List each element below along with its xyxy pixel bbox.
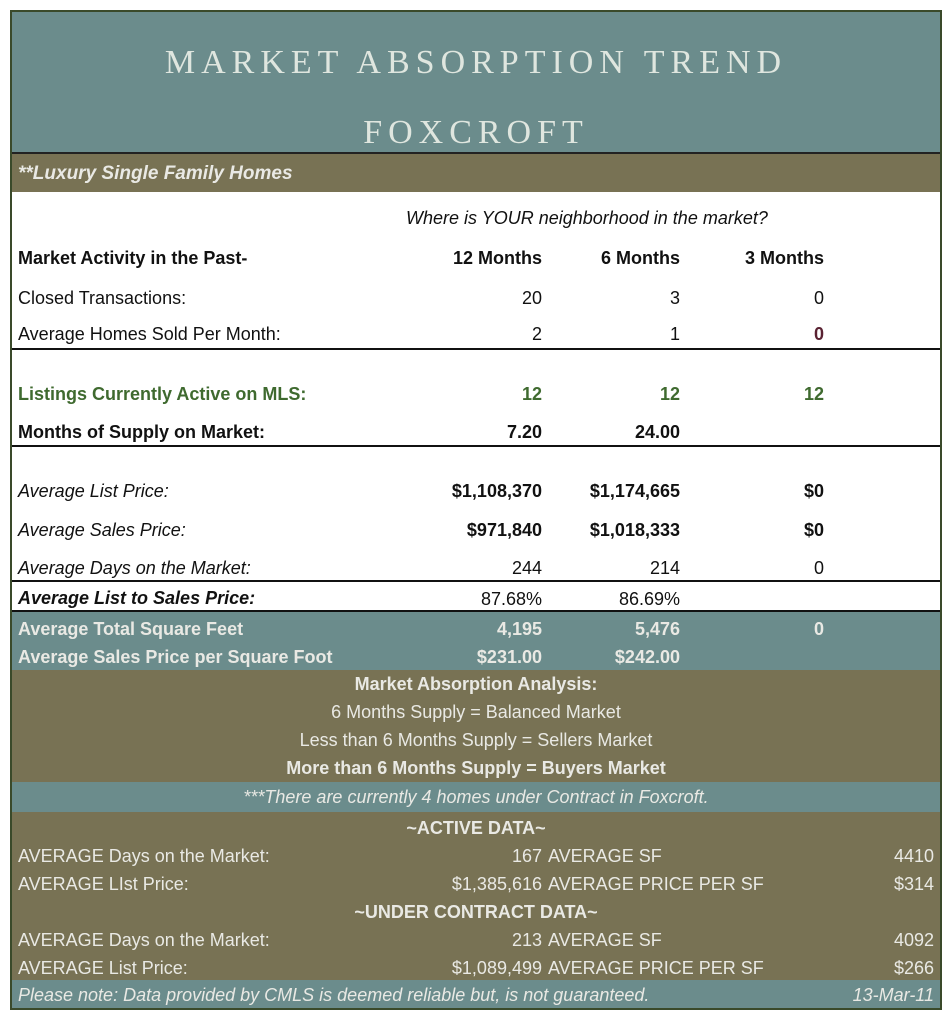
active-price-label: AVERAGE LIst Price: [18, 874, 189, 894]
disclaimer: Please note: Data provided by CMLS is deemed reliable but, is not guaranteed. [18, 985, 650, 1005]
sales-price-3: $0 [803, 520, 824, 540]
per-sqft-6: $242.00 [614, 647, 680, 667]
listings-label: Listings Currently Active on MLS: [18, 384, 307, 404]
contract-price-value: $1,089,499 [451, 958, 542, 978]
active-price-value: $1,385,616 [451, 874, 542, 894]
total-sqft-12: 4,195 [496, 619, 542, 639]
listings-3: 12 [803, 384, 824, 404]
contract-note: ***There are currently 4 homes under Contract in Foxcroft. [243, 787, 709, 807]
contract-data-title: ~UNDER CONTRACT DATA~ [354, 902, 598, 922]
ratio-label: Average List to Sales Price: [18, 588, 256, 608]
report-subtitle: FOXCROFT [363, 114, 589, 151]
active-days-value: 167 [511, 846, 542, 866]
closed-3: 0 [813, 288, 824, 308]
category-bar [12, 152, 940, 192]
ratio-12: 87.68% [480, 589, 542, 609]
contract-days-label: AVERAGE Days on the Market: [18, 930, 270, 950]
per-month-label: Average Homes Sold Per Month: [18, 324, 281, 344]
supply-12: 7.20 [506, 422, 542, 442]
list-price-6: $1,174,665 [589, 481, 680, 501]
supply-label: Months of Supply on Market: [18, 422, 265, 442]
divider [12, 348, 940, 350]
active-data-title: ~ACTIVE DATA~ [406, 818, 546, 838]
active-days-label: AVERAGE Days on the Market: [18, 846, 270, 866]
closed-12: 20 [521, 288, 542, 308]
report-title: MARKET ABSORPTION TREND [164, 44, 788, 81]
category-label: **Luxury Single Family Homes [18, 163, 293, 184]
per-sqft-12: $231.00 [476, 647, 542, 667]
contract-ppsf-value: $266 [893, 958, 934, 978]
per-month-12: 2 [531, 324, 542, 344]
active-ppsf-value: $314 [893, 874, 934, 894]
detail-data-block [12, 812, 940, 980]
contract-days-value: 213 [511, 930, 542, 950]
active-ppsf-label: AVERAGE PRICE PER SF [548, 874, 764, 894]
title-banner [12, 12, 940, 152]
col-6-months: 6 Months [601, 248, 680, 268]
analysis-buyers: More than 6 Months Supply = Buyers Market [286, 758, 666, 778]
active-sf-value: 4410 [893, 846, 934, 866]
list-price-3: $0 [803, 481, 824, 501]
activity-label: Market Activity in the Past- [18, 248, 248, 268]
col-12-months: 12 Months [452, 248, 542, 268]
ratio-6: 86.69% [618, 589, 680, 609]
sales-price-label: Average Sales Price: [18, 520, 186, 540]
listings-12: 12 [521, 384, 542, 404]
days-label: Average Days on the Market: [18, 558, 251, 578]
total-sqft-label: Average Total Square Feet [18, 619, 244, 639]
total-sqft-3: 0 [813, 619, 824, 639]
per-sqft-label: Average Sales Price per Square Foot [18, 647, 333, 667]
listings-6: 12 [659, 384, 680, 404]
analysis-sellers: Less than 6 Months Supply = Sellers Market [299, 730, 653, 750]
sales-price-6: $1,018,333 [589, 520, 680, 540]
sales-price-12: $971,840 [466, 520, 542, 540]
days-12: 244 [511, 558, 542, 578]
footer-bar [12, 980, 940, 1010]
list-price-label: Average List Price: [18, 481, 169, 501]
per-month-6: 1 [669, 324, 680, 344]
active-sf-label: AVERAGE SF [548, 846, 662, 866]
contract-sf-value: 4092 [893, 930, 934, 950]
contract-sf-label: AVERAGE SF [548, 930, 662, 950]
market-report [10, 10, 942, 1010]
report-date: 13-Mar-11 [852, 985, 934, 1005]
analysis-title: Market Absorption Analysis: [354, 674, 598, 694]
absorption-analysis [12, 670, 940, 782]
supply-6: 24.00 [634, 422, 680, 442]
days-6: 214 [649, 558, 680, 578]
contract-ppsf-label: AVERAGE PRICE PER SF [548, 958, 764, 978]
closed-label: Closed Transactions: [18, 288, 187, 308]
days-3: 0 [813, 558, 824, 578]
col-3-months: 3 Months [745, 248, 824, 268]
divider [12, 445, 940, 447]
contract-price-label: AVERAGE List Price: [18, 958, 188, 978]
analysis-balanced: 6 Months Supply = Balanced Market [331, 702, 621, 722]
divider [12, 580, 940, 582]
per-month-3: 0 [813, 324, 824, 344]
neighborhood-question: Where is YOUR neighborhood in the market? [406, 208, 768, 228]
closed-6: 3 [669, 288, 680, 308]
sqft-block [12, 612, 940, 670]
contract-note-bar [12, 782, 940, 812]
total-sqft-6: 5,476 [634, 619, 680, 639]
list-price-12: $1,108,370 [451, 481, 542, 501]
